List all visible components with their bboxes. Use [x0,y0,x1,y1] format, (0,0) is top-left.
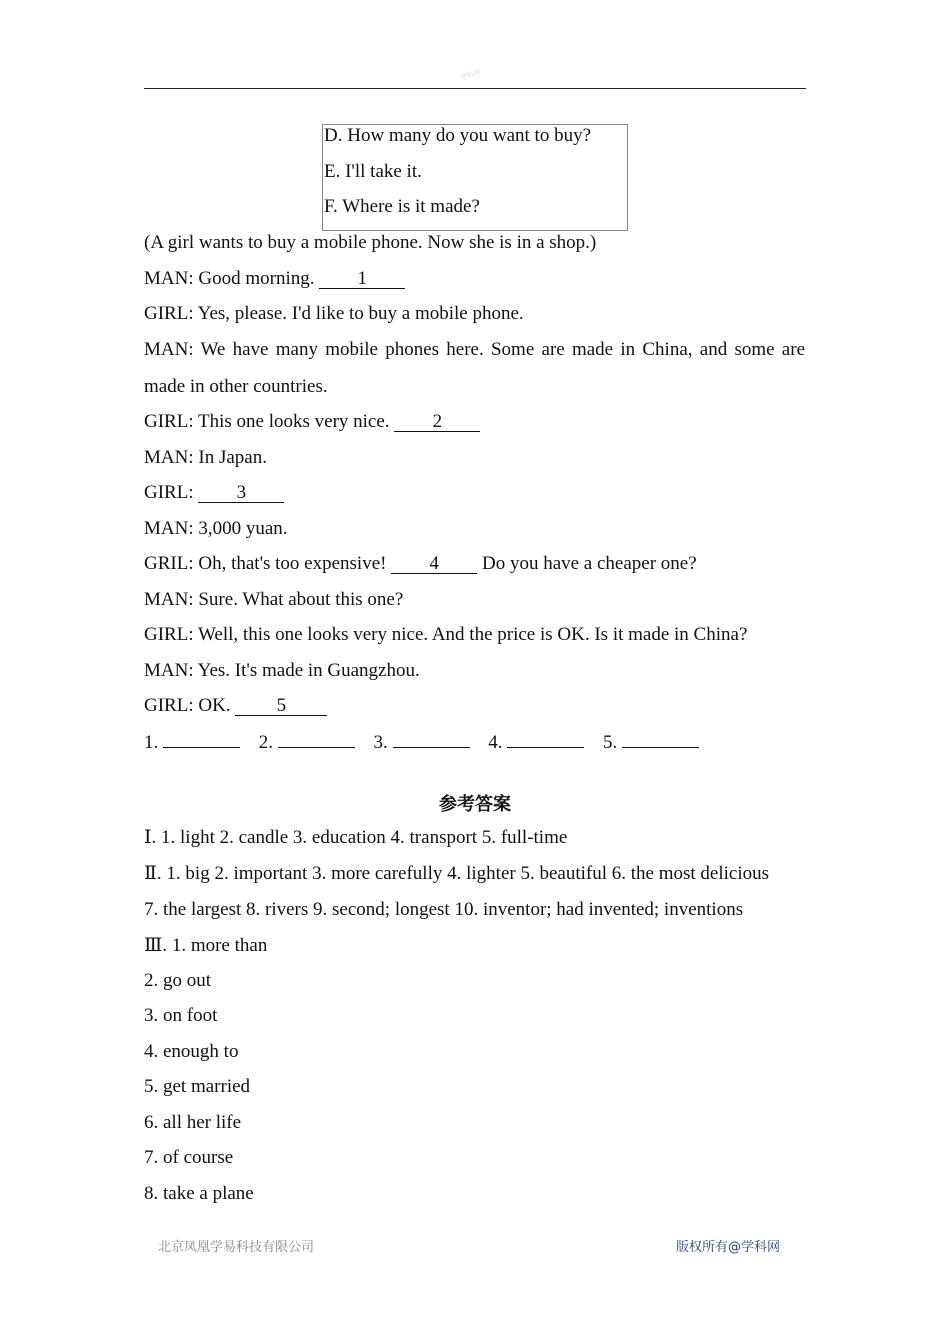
dialogue-line [144,268,405,290]
answer-number: 2. [258,732,273,753]
dialogue-line: MAN: Yes. It's made in Guangzhou. [144,660,420,681]
dialogue-line: GIRL: Well, this one looks very nice. And the price is OK. Is it made in China? [144,624,748,645]
answer-number: 5. [603,732,618,753]
answer-item: 4. enough to [144,1041,239,1062]
option-f: F. Where is it made? [324,196,480,217]
dialogue-line: MAN: 3,000 yuan. [144,518,288,539]
blank-5: 5 [235,697,327,716]
answer-blank [622,731,699,748]
footer-copyright: 版权所有@学科网 [676,1240,781,1255]
dialogue-text: Do you have a cheaper one? [477,553,697,574]
blank-3: 3 [198,484,284,503]
option-d: D. How many do you want to buy? [324,125,592,146]
answer-item: 3. on foot [144,1005,218,1026]
options-box [322,124,628,231]
footer-company: 北京凤凰学易科技有限公司 [158,1240,315,1255]
dialogue-intro: (A girl wants to buy a mobile phone. Now she is in a shop.) [144,232,597,253]
answer-blank [163,731,240,748]
option-e: E. I'll take it. [324,161,422,182]
blank-1: 1 [319,270,405,289]
dialogue-line: GIRL: Yes, please. I'd like to buy a mobile phone. [144,303,524,324]
blank-4: 4 [391,555,477,574]
answer-blank [278,731,355,748]
dialogue-text: GIRL: This one looks very nice. [144,411,395,432]
answer-section-2: Ⅱ. 1. big 2. important 3. more carefully 4. lighter 5. beautiful 6. the most delicious [144,863,770,884]
dialogue-line [144,411,480,433]
dialogue-text: GIRL: OK. [144,695,236,716]
dialogue-text: GRIL: Oh, that's too expensive! [144,553,392,574]
answer-item: Ⅲ. 1. more than [144,935,268,956]
answer-number: 4. [488,732,503,753]
dialogue-line [144,553,697,575]
watermark: 学科网 [459,67,482,83]
answer-section-1: Ⅰ. 1. light 2. candle 3. education 4. transport 5. full-time [144,827,568,848]
answer-blank [507,731,584,748]
dialogue-line [144,695,327,717]
answer-item: 6. all her life [144,1112,242,1133]
blank-2: 2 [394,413,480,432]
dialogue-line: MAN: Sure. What about this one? [144,589,404,610]
dialogue-line: MAN: In Japan. [144,447,267,468]
dialogue-line: MAN: We have many mobile phones here. Some are made in China, and some are [144,339,805,360]
answers-title: 参考答案 [439,794,511,815]
dialogue-text: GIRL: [144,482,199,503]
dialogue-line [144,482,284,504]
answer-blanks-line [144,731,713,754]
answer-item: 2. go out [144,970,212,991]
dialogue-line: made in other countries. [144,376,328,397]
header-rule [144,88,806,89]
answer-number: 3. [373,732,388,753]
dialogue-text: MAN: Good morning. [144,268,320,289]
answer-item: 7. of course [144,1147,234,1168]
answer-blank [393,731,470,748]
answer-item: 8. take a plane [144,1183,254,1204]
answer-number: 1. [144,732,159,753]
answer-section-2-cont: 7. the largest 8. rivers 9. second; longest 10. inventor; had invented; inventions [144,899,744,920]
answer-item: 5. get married [144,1076,251,1097]
